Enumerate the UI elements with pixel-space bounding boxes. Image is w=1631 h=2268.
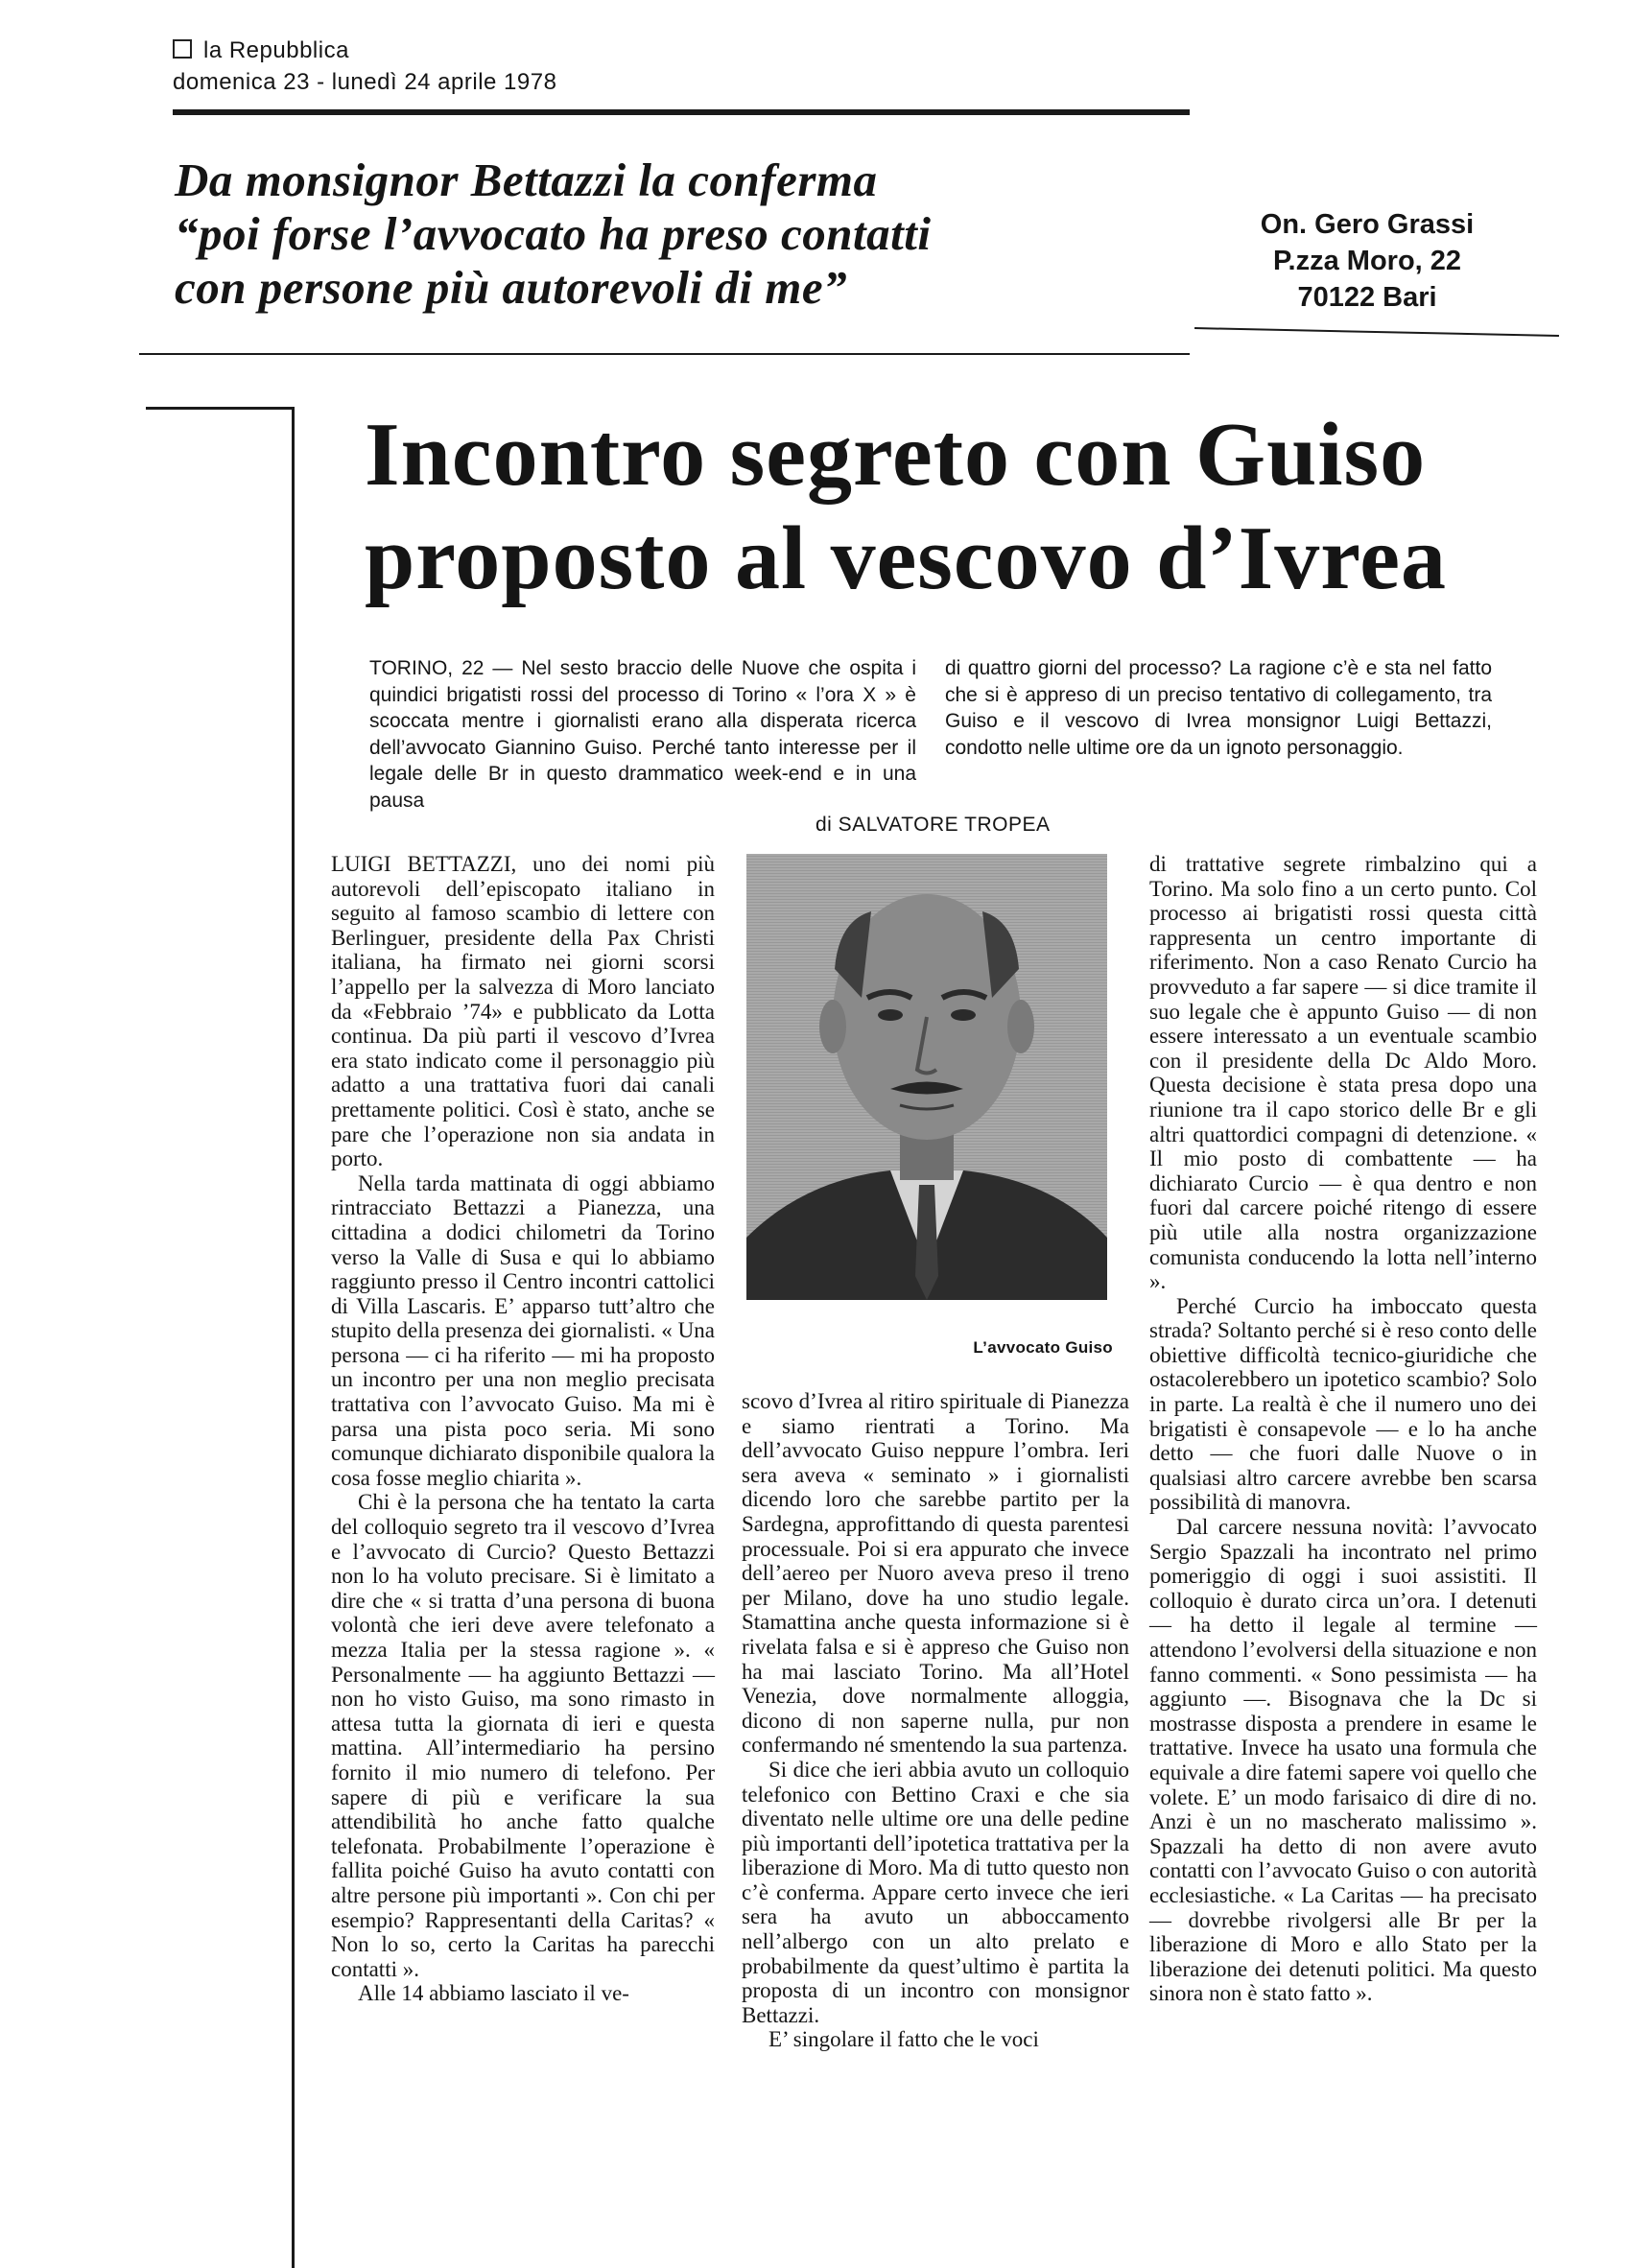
paragraph: scovo d’Ivrea al ritiro spirituale di Pianezza e siamo rientrati a Torino. Ma dell’avvocato Guiso neppure l’ombra. Ieri sera aveva « seminato » i giornalisti dicendo loro che sarebbe partito per la Sardegna, approfittando di questa parentesi processuale. Poi si era appurato che invece dell’aereo per Nuoro aveva preso il treno per Milano, dove ha uno studio legale. Stamattina anche questa informazione si è rivelata falsa e si è appreso che Guiso non ha mai lasciato Torino. Ma all’Hotel Venezia, dove normalmente alloggia, dicono di non saperne nulla, pur non confermando né smentendo la sua partenza.	[742, 1389, 1129, 1758]
paragraph: Dal carcere nessuna novità: l’avvocato Sergio Spazzali ha incontrato nel primo pomeriggio di oggi i suoi assistiti. Il colloquio è durato circa un’ora. I detenuti — ha detto il legale al termine — attendono l’evolversi della situazione e non fanno commenti. « Sono pessimista — ha aggiunto —. Bisognava che la Dc si mostrasse disposta a prendere in esame le trattative. Invece ha usato una formula che equivale a dire fatemi sapere voi quello che volete. E’ un modo farisaico di dire di no. Anzi è un no mascherato malissimo ». Spazzali ha detto di non avere avuto contatti con l’avvocato Guiso o con autorità ecclesiastiche. « La Caritas — ha precisato — dovrebbe rivolgersi alle Br per la liberazione di Moro e allo Stato per la liberazione dei detenuti politici. Ma questo sinora non è stato fatto ».	[1149, 1515, 1537, 2006]
kicker-rule	[139, 353, 1190, 355]
kicker-line: “poi forse l’avvocato ha preso contatti	[175, 207, 932, 260]
paragraph: Si dice che ieri abbia avuto un colloquio telefonico con Bettino Craxi e che sia diventato nelle ultime ore una delle pedine più importanti dell’ipotetica trattativa per la liberazione di Moro. Ma di tutto questo non c’è conferma. Appare certo invece che ieri sera ha avuto un abboccamento nell’albergo con un alto prelato e probabilmente da quest’ultimo è partita la proposta di un incontro con monsignor Bettazzi.	[742, 1757, 1129, 2027]
paragraph: Perché Curcio ha imboccato questa strada? Soltanto perché si è reso conto delle obiettive difficoltà tecnico-giuridiche che ostacolerebbero un ipotetico scambio? Solo in parte. La realtà è che il numero uno dei brigatisti è consapevole — e lo ha anche detto — che fuori dalle Nuove o in qualsiasi altro carcere avrebbe ben scarsa possibilità di manovra.	[1149, 1293, 1537, 1515]
stamp-city: 70122 Bari	[1297, 282, 1437, 313]
portrait-photo	[746, 854, 1107, 1300]
frame-bar	[292, 407, 295, 2268]
headline-line: Incontro segreto con Guiso	[365, 405, 1427, 505]
stamp-street: P.zza Moro, 22	[1272, 246, 1462, 276]
article-column-1	[331, 852, 715, 2006]
paragraph: Chi è la persona che ha tentato la carta del colloquio segreto tra il vescovo d’Ivrea e l’avvocato di Curcio? Questo Bettazzi non lo ha voluto precisare. Si è limitato a dire che « si tratta d’una persona di buona volontà che ieri deve avere telefonato a mezza Italia per la stessa ragione ». « Personalmente — ha aggiunto Bettazzi — non ho visto Guiso, ma sono rimasto in attesa tutta la giornata di ieri e questa mattina. All’intermediario ha persino fornito il mio numero di telefono. Per sapere di più e verificare la sua attendibilità ho anche fatto qualche telefonata. Probabilmente l’operazione è fallita poiché Guiso ha avuto contatti con altre persone più importanti ». Con chi per esempio? Rappresentanti della Caritas? « Non lo so, certo la Caritas ha parecchi contatti ».	[331, 1490, 715, 1981]
byline: di SALVATORE TROPEA	[816, 814, 1051, 836]
stamp-name: On. Gero Grassi	[1260, 209, 1475, 240]
newspaper-name-text: la Repubblica	[203, 37, 349, 63]
article-column-2	[742, 1389, 1129, 2052]
masthead	[173, 35, 844, 98]
portrait-illustration	[746, 854, 1107, 1300]
lead-paragraph-right: di quattro giorni del processo? La ragione c’è e sta nel fatto che si è appreso di un preciso tentativo di collegamento, tra Guiso e il vescovo di Ivrea monsignor Luigi Bettazzi, condotto nelle ultime ore da un ignoto personaggio.	[945, 657, 1492, 759]
kicker-line: con persone più autorevoli di me”	[175, 261, 848, 314]
headline	[365, 403, 1535, 610]
paragraph: di trattative segrete rimbalzino qui a Torino. Ma solo fino a un certo punto. Col processo ai brigatisti rossi questa città rappresenta un centro importante di riferimento. Non a caso Renato Curcio ha provveduto a far sapere — si dice tramite il suo legale che è appunto Guiso — di non essere interessato a un eventuale scambio con il presidente della Dc Aldo Moro. Questa decisione è stata presa dopo una riunione tra il capo storico delle Br e gli altri quattordici compagni di detenzione. « Il mio posto di combattente — ha dichiarato Curcio — è qua dentro e non fuori dal carcere poiché ritengo di essere più utile alla nostra organizzazione comunista conducendo la lotta nell’interno ».	[1149, 852, 1537, 1294]
address-stamp	[1218, 206, 1516, 316]
kicker	[175, 154, 1192, 315]
lead-paragraph-left: TORINO, 22 — Nel sesto braccio delle Nuove che ospita i quindici brigatisti rossi del processo di Torino « l’ora X » è scoccata mentre i giornalisti erano alla disperata ricerca dell’avvocato Giannino Guiso. Perché tanto interesse per il legale delle Br in questo drammatico week-end e in una pausa	[369, 657, 916, 812]
issue-date: domenica 23 - lunedì 24 aprile 1978	[173, 69, 557, 95]
masthead-rule	[173, 109, 1190, 115]
paragraph: LUIGI BETTAZZI, uno dei nomi più autorevoli dell’episcopato italiano in seguito al famoso scambio di lettere con Berlinguer, presidente della Pax Christi italiana, ha firmato nei giorni scorsi l’appello per la salvezza di Moro lanciato da «Febbraio ’74» e pubblicato da Lotta continua. Da più parti il vescovo d’Ivrea era stato indicato come il personaggio più adatto a una trattativa fuori dai canali prettamente politici. Così è stato, anche se pare che l’operazione non sia andata in porto.	[331, 852, 715, 1171]
article-column-3	[1149, 852, 1537, 2006]
paragraph: Nella tarda mattinata di oggi abbiamo rintracciato Bettazzi a Pianezza, una cittadina a dodici chilometri da Torino verso la Valle di Susa e qui lo abbiamo raggiunto presso il Centro incontri cattolici di Villa Lascaris. E’ apparso tutt’altro che stupito della presenza dei giornalisti. « Una persona — ci ha riferito — mi ha proposto un incontro per una non meglio precisata trattativa con l’avvocato Guiso. Ma mi è parsa una pista poco seria. Mi sono comunque dichiarato disponibile qualora la cosa fosse meglio chiarita ».	[331, 1170, 715, 1490]
stamp-rule	[1194, 327, 1559, 337]
paragraph: E’ singolare il fatto che le voci	[768, 2027, 1039, 2052]
square-icon	[173, 39, 192, 59]
newspaper-name	[173, 35, 844, 66]
photo-caption: L’avvocato Guiso	[973, 1338, 1113, 1357]
headline-line: proposto al vescovo d’Ivrea	[365, 508, 1448, 608]
paragraph: Alle 14 abbiamo lasciato il ve-	[358, 1981, 629, 2006]
kicker-line: Da monsignor Bettazzi la conferma	[175, 154, 878, 206]
frame-cap	[146, 407, 294, 410]
